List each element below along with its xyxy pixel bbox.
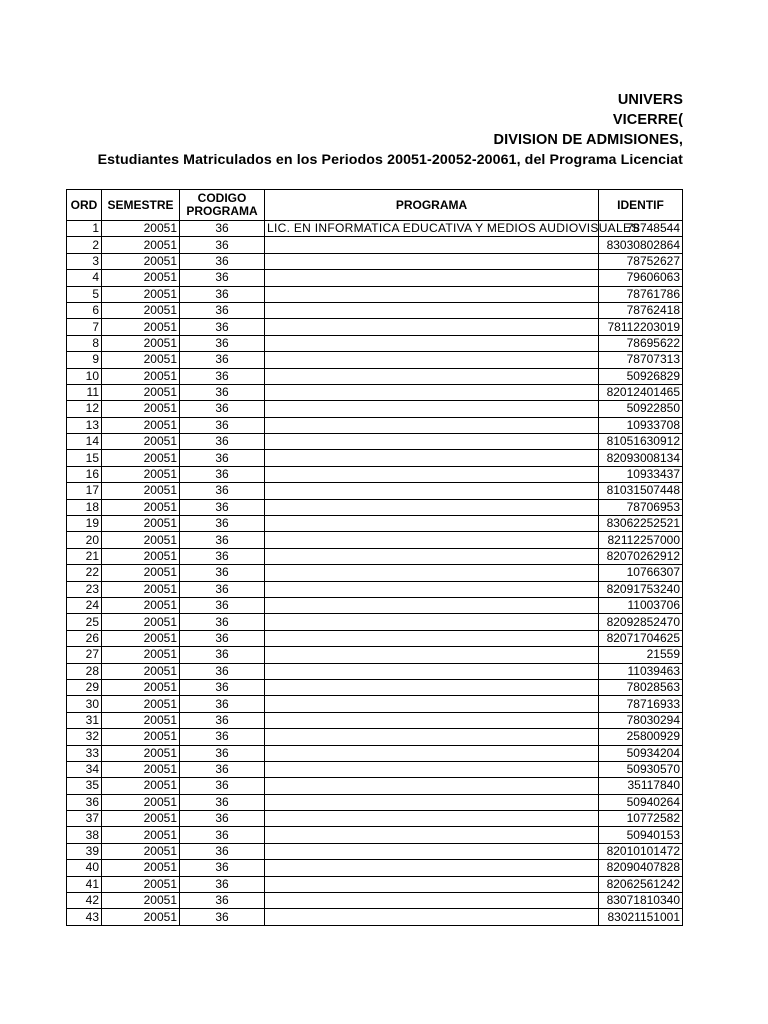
cell-codigo-programa: 36 (180, 417, 265, 433)
table-row (67, 532, 683, 548)
cell-programa (265, 712, 599, 728)
cell-codigo-programa: 36 (180, 729, 265, 745)
cell-ord: 24 (67, 597, 102, 613)
cell-semestre: 20051 (102, 745, 180, 761)
column-header-identif: IDENTIF (599, 190, 683, 221)
cell-ord: 31 (67, 712, 102, 728)
cell-semestre: 20051 (102, 565, 180, 581)
cell-ord: 36 (67, 794, 102, 810)
table-row (67, 221, 683, 237)
cell-codigo-programa: 36 (180, 843, 265, 859)
cell-codigo-programa: 36 (180, 237, 265, 253)
cell-programa (265, 384, 599, 400)
cell-ord: 5 (67, 286, 102, 302)
cell-programa (265, 499, 599, 515)
cell-codigo-programa: 36 (180, 499, 265, 515)
cell-identif: 50922850 (599, 401, 683, 417)
cell-semestre: 20051 (102, 909, 180, 925)
table-row (67, 893, 683, 909)
column-header-codigo-line1: CODIGO (197, 191, 247, 205)
cell-programa (265, 679, 599, 695)
cell-semestre: 20051 (102, 843, 180, 859)
cell-codigo-programa: 36 (180, 745, 265, 761)
cell-semestre: 20051 (102, 696, 180, 712)
cell-programa (265, 548, 599, 564)
cell-ord: 19 (67, 516, 102, 532)
cell-programa (265, 319, 599, 335)
table-row (67, 712, 683, 728)
cell-codigo-programa: 36 (180, 516, 265, 532)
cell-programa (265, 581, 599, 597)
cell-programa (265, 286, 599, 302)
cell-programa (265, 253, 599, 269)
cell-ord: 43 (67, 909, 102, 925)
cell-ord: 27 (67, 647, 102, 663)
cell-identif: 50940153 (599, 827, 683, 843)
cell-programa (265, 745, 599, 761)
cell-semestre: 20051 (102, 516, 180, 532)
cell-codigo-programa: 36 (180, 794, 265, 810)
cell-codigo-programa: 36 (180, 679, 265, 695)
table-row (67, 302, 683, 318)
cell-ord: 7 (67, 319, 102, 335)
cell-semestre: 20051 (102, 729, 180, 745)
enrollment-table (66, 189, 683, 926)
cell-programa (265, 909, 599, 925)
cell-programa (265, 450, 599, 466)
cell-semestre: 20051 (102, 237, 180, 253)
cell-semestre: 20051 (102, 679, 180, 695)
column-header-semestre: SEMESTRE (102, 190, 180, 221)
table-row (67, 352, 683, 368)
table-row (67, 729, 683, 745)
cell-ord: 8 (67, 335, 102, 351)
cell-identif: 78752627 (599, 253, 683, 269)
cell-identif: 81031507448 (599, 483, 683, 499)
cell-identif: 82071704625 (599, 630, 683, 646)
cell-semestre: 20051 (102, 663, 180, 679)
cell-identif: 82062561242 (599, 876, 683, 892)
cell-programa (265, 466, 599, 482)
cell-identif: 81051630912 (599, 434, 683, 450)
cell-codigo-programa: 36 (180, 532, 265, 548)
cell-ord: 3 (67, 253, 102, 269)
header-line-2 (0, 110, 683, 130)
cell-semestre: 20051 (102, 794, 180, 810)
cell-semestre: 20051 (102, 811, 180, 827)
cell-programa (265, 893, 599, 909)
cell-programa (265, 368, 599, 384)
cell-ord: 30 (67, 696, 102, 712)
cell-ord: 10 (67, 368, 102, 384)
table-row (67, 663, 683, 679)
cell-programa (265, 335, 599, 351)
cell-identif: 79606063 (599, 270, 683, 286)
table-row (67, 565, 683, 581)
report-header (0, 90, 683, 170)
table-row (67, 745, 683, 761)
cell-codigo-programa: 36 (180, 368, 265, 384)
cell-semestre: 20051 (102, 548, 180, 564)
cell-codigo-programa: 36 (180, 647, 265, 663)
cell-ord: 38 (67, 827, 102, 843)
cell-ord: 6 (67, 302, 102, 318)
cell-codigo-programa: 36 (180, 876, 265, 892)
header-line-2-text: VICERRE( (612, 112, 683, 128)
cell-identif: 78030294 (599, 712, 683, 728)
cell-programa (265, 843, 599, 859)
header-line-1-text: UNIVERS (617, 92, 683, 108)
cell-ord: 28 (67, 663, 102, 679)
cell-codigo-programa: 36 (180, 696, 265, 712)
cell-ord: 37 (67, 811, 102, 827)
cell-programa (265, 401, 599, 417)
cell-semestre: 20051 (102, 712, 180, 728)
table-row (67, 827, 683, 843)
cell-programa (265, 729, 599, 745)
cell-identif: 82012401465 (599, 384, 683, 400)
cell-codigo-programa: 36 (180, 450, 265, 466)
cell-codigo-programa: 36 (180, 286, 265, 302)
cell-ord: 14 (67, 434, 102, 450)
table-row (67, 614, 683, 630)
cell-semestre: 20051 (102, 450, 180, 466)
cell-identif: 10933437 (599, 466, 683, 482)
cell-identif: 82112257000 (599, 532, 683, 548)
table-row (67, 696, 683, 712)
cell-codigo-programa: 36 (180, 581, 265, 597)
cell-codigo-programa: 36 (180, 827, 265, 843)
header-line-4-text: Estudiantes Matriculados en los Periodos 20051-20052-20061, del Programa Licenciat (97, 152, 683, 168)
table-row (67, 843, 683, 859)
cell-identif: 78706953 (599, 499, 683, 515)
table-row (67, 860, 683, 876)
cell-semestre: 20051 (102, 860, 180, 876)
column-header-codigo-line2: PROGRAMA (186, 204, 258, 218)
cell-identif: 82090407828 (599, 860, 683, 876)
cell-identif: 25800929 (599, 729, 683, 745)
cell-semestre: 20051 (102, 302, 180, 318)
cell-programa (265, 827, 599, 843)
cell-codigo-programa: 36 (180, 319, 265, 335)
table-row (67, 483, 683, 499)
cell-programa (265, 516, 599, 532)
header-line-3-text: DIVISION DE ADMISIONES, (493, 132, 683, 148)
cell-codigo-programa: 36 (180, 909, 265, 925)
table-body (67, 221, 683, 926)
cell-codigo-programa: 36 (180, 630, 265, 646)
cell-identif: 78748544 (599, 221, 683, 237)
cell-ord: 18 (67, 499, 102, 515)
cell-programa (265, 417, 599, 433)
cell-programa (265, 532, 599, 548)
cell-codigo-programa: 36 (180, 335, 265, 351)
table-row (67, 761, 683, 777)
cell-semestre: 20051 (102, 335, 180, 351)
cell-semestre: 20051 (102, 352, 180, 368)
cell-identif: 83030802864 (599, 237, 683, 253)
cell-identif: 21559 (599, 647, 683, 663)
table-row (67, 434, 683, 450)
cell-codigo-programa: 36 (180, 302, 265, 318)
cell-semestre: 20051 (102, 614, 180, 630)
cell-programa (265, 302, 599, 318)
cell-codigo-programa: 36 (180, 352, 265, 368)
table-row (67, 384, 683, 400)
cell-semestre: 20051 (102, 581, 180, 597)
cell-programa (265, 663, 599, 679)
cell-programa: LIC. EN INFORMATICA EDUCATIVA Y MEDIOS AUDIOVISUALES (265, 221, 599, 237)
cell-identif: 83021151001 (599, 909, 683, 925)
cell-identif: 10933708 (599, 417, 683, 433)
table-row (67, 516, 683, 532)
cell-semestre: 20051 (102, 253, 180, 269)
cell-semestre: 20051 (102, 221, 180, 237)
table-row (67, 876, 683, 892)
cell-ord: 11 (67, 384, 102, 400)
cell-ord: 39 (67, 843, 102, 859)
cell-ord: 15 (67, 450, 102, 466)
cell-codigo-programa: 36 (180, 860, 265, 876)
cell-codigo-programa: 36 (180, 384, 265, 400)
cell-semestre: 20051 (102, 466, 180, 482)
cell-semestre: 20051 (102, 597, 180, 613)
table-row (67, 811, 683, 827)
cell-ord: 13 (67, 417, 102, 433)
cell-codigo-programa: 36 (180, 483, 265, 499)
cell-identif: 11039463 (599, 663, 683, 679)
cell-codigo-programa: 36 (180, 221, 265, 237)
cell-identif: 83071810340 (599, 893, 683, 909)
cell-programa (265, 794, 599, 810)
table-row (67, 679, 683, 695)
cell-identif: 82093008134 (599, 450, 683, 466)
cell-ord: 34 (67, 761, 102, 777)
cell-semestre: 20051 (102, 499, 180, 515)
cell-programa (265, 614, 599, 630)
cell-semestre: 20051 (102, 319, 180, 335)
cell-ord: 2 (67, 237, 102, 253)
cell-ord: 32 (67, 729, 102, 745)
cell-codigo-programa: 36 (180, 663, 265, 679)
cell-codigo-programa: 36 (180, 270, 265, 286)
column-header-programa: PROGRAMA (265, 190, 599, 221)
table-row (67, 270, 683, 286)
cell-identif: 50926829 (599, 368, 683, 384)
cell-semestre: 20051 (102, 761, 180, 777)
table-row (67, 319, 683, 335)
table-row (67, 286, 683, 302)
cell-semestre: 20051 (102, 417, 180, 433)
table-row (67, 778, 683, 794)
table-row (67, 237, 683, 253)
cell-ord: 22 (67, 565, 102, 581)
cell-programa (265, 647, 599, 663)
cell-ord: 16 (67, 466, 102, 482)
cell-semestre: 20051 (102, 630, 180, 646)
table-row (67, 466, 683, 482)
cell-programa (265, 434, 599, 450)
cell-ord: 40 (67, 860, 102, 876)
cell-ord: 26 (67, 630, 102, 646)
cell-identif: 82070262912 (599, 548, 683, 564)
header-line-4 (0, 150, 683, 170)
cell-codigo-programa: 36 (180, 811, 265, 827)
cell-ord: 33 (67, 745, 102, 761)
cell-ord: 42 (67, 893, 102, 909)
cell-identif: 11003706 (599, 597, 683, 613)
cell-identif: 50930570 (599, 761, 683, 777)
cell-semestre: 20051 (102, 876, 180, 892)
cell-programa (265, 270, 599, 286)
table-row (67, 368, 683, 384)
cell-semestre: 20051 (102, 778, 180, 794)
table-row (67, 597, 683, 613)
cell-codigo-programa: 36 (180, 893, 265, 909)
cell-codigo-programa: 36 (180, 401, 265, 417)
cell-identif: 50940264 (599, 794, 683, 810)
cell-semestre: 20051 (102, 368, 180, 384)
table-row (67, 794, 683, 810)
table-row (67, 253, 683, 269)
cell-codigo-programa: 36 (180, 614, 265, 630)
cell-semestre: 20051 (102, 893, 180, 909)
cell-ord: 21 (67, 548, 102, 564)
cell-programa (265, 237, 599, 253)
cell-semestre: 20051 (102, 532, 180, 548)
cell-programa (265, 597, 599, 613)
cell-identif: 78695622 (599, 335, 683, 351)
cell-codigo-programa: 36 (180, 761, 265, 777)
cell-codigo-programa: 36 (180, 466, 265, 482)
cell-identif: 82091753240 (599, 581, 683, 597)
cell-identif: 82092852470 (599, 614, 683, 630)
cell-semestre: 20051 (102, 827, 180, 843)
table-row (67, 335, 683, 351)
table-row (67, 499, 683, 515)
cell-programa (265, 352, 599, 368)
cell-codigo-programa: 36 (180, 253, 265, 269)
column-header-ord: ORD (67, 190, 102, 221)
cell-identif: 82010101472 (599, 843, 683, 859)
cell-codigo-programa: 36 (180, 434, 265, 450)
cell-ord: 25 (67, 614, 102, 630)
cell-codigo-programa: 36 (180, 778, 265, 794)
column-header-codigo-programa (180, 190, 265, 221)
table-header-row (67, 190, 683, 221)
cell-programa (265, 696, 599, 712)
cell-programa (265, 630, 599, 646)
table-row (67, 450, 683, 466)
table-row (67, 630, 683, 646)
cell-codigo-programa: 36 (180, 597, 265, 613)
cell-ord: 29 (67, 679, 102, 695)
cell-programa (265, 778, 599, 794)
cell-ord: 4 (67, 270, 102, 286)
cell-semestre: 20051 (102, 401, 180, 417)
cell-ord: 35 (67, 778, 102, 794)
cell-identif: 35117840 (599, 778, 683, 794)
cell-identif: 10766307 (599, 565, 683, 581)
cell-semestre: 20051 (102, 647, 180, 663)
cell-ord: 1 (67, 221, 102, 237)
cell-programa (265, 565, 599, 581)
table-row (67, 647, 683, 663)
cell-semestre: 20051 (102, 483, 180, 499)
cell-ord: 20 (67, 532, 102, 548)
cell-identif: 83062252521 (599, 516, 683, 532)
header-line-1 (0, 90, 683, 110)
cell-semestre: 20051 (102, 384, 180, 400)
table-row (67, 909, 683, 925)
cell-identif: 78716933 (599, 696, 683, 712)
table-row (67, 401, 683, 417)
cell-ord: 9 (67, 352, 102, 368)
cell-codigo-programa: 36 (180, 548, 265, 564)
cell-programa (265, 860, 599, 876)
cell-identif: 78707313 (599, 352, 683, 368)
cell-ord: 41 (67, 876, 102, 892)
table-row (67, 548, 683, 564)
cell-ord: 17 (67, 483, 102, 499)
cell-semestre: 20051 (102, 434, 180, 450)
cell-identif: 78762418 (599, 302, 683, 318)
cell-programa (265, 483, 599, 499)
cell-codigo-programa: 36 (180, 712, 265, 728)
cell-identif: 78761786 (599, 286, 683, 302)
cell-ord: 23 (67, 581, 102, 597)
cell-identif: 78028563 (599, 679, 683, 695)
cell-semestre: 20051 (102, 286, 180, 302)
cell-programa (265, 876, 599, 892)
cell-ord: 12 (67, 401, 102, 417)
cell-programa (265, 761, 599, 777)
cell-identif: 78112203019 (599, 319, 683, 335)
table-row (67, 581, 683, 597)
header-line-3 (0, 130, 683, 150)
cell-semestre: 20051 (102, 270, 180, 286)
cell-programa (265, 811, 599, 827)
cell-identif: 50934204 (599, 745, 683, 761)
cell-identif: 10772582 (599, 811, 683, 827)
table-row (67, 417, 683, 433)
cell-codigo-programa: 36 (180, 565, 265, 581)
